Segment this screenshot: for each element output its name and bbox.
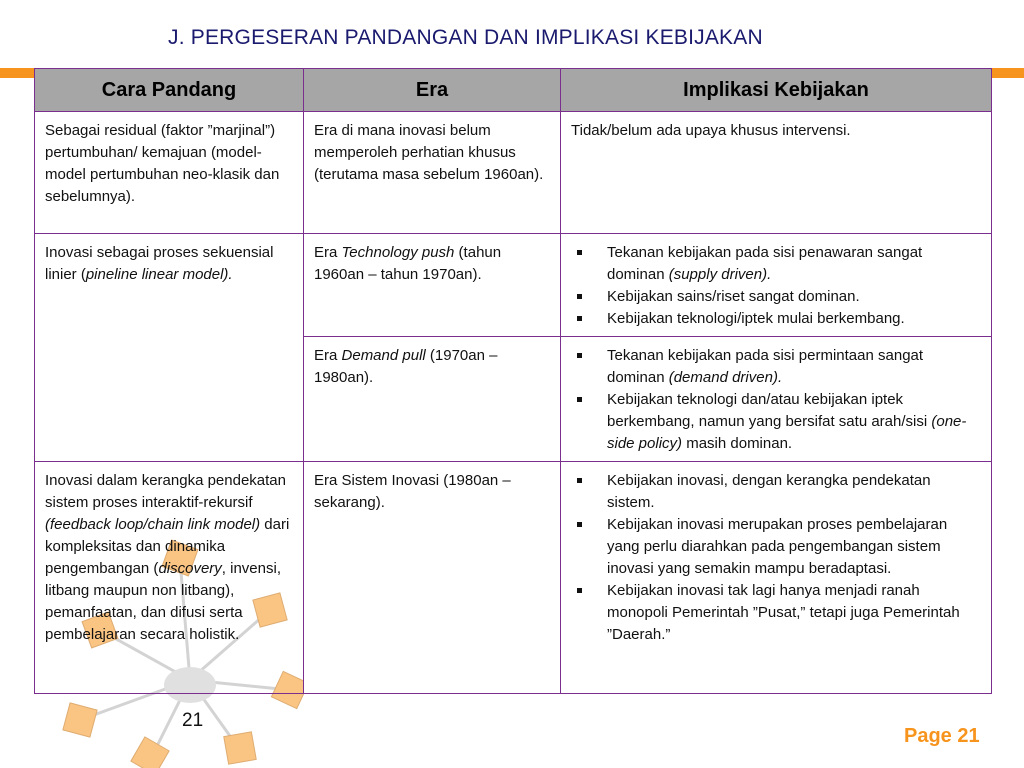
slide-title: J. PERGESERAN PANDANGAN DAN IMPLIKASI KEBIJAKAN <box>168 26 763 49</box>
bullet-icon <box>577 588 582 593</box>
bullet-list <box>571 470 981 646</box>
list-item: Kebijakan teknologi/iptek mulai berkembang. <box>571 308 981 330</box>
list-item: Kebijakan inovasi, dengan kerangka pendekatan sistem. <box>571 470 981 514</box>
list-item: Tekanan kebijakan pada sisi penawaran sangat dominan (supply driven). <box>571 242 981 286</box>
cell-implikasi <box>561 462 992 694</box>
list-item: Tekanan kebijakan pada sisi permintaan sangat dominan (demand driven). <box>571 345 981 389</box>
cell-cara-pandang: Inovasi sebagai proses sekuensial linier (pineline linear model). <box>35 234 304 462</box>
bullet-list <box>571 345 981 455</box>
slide-number: 21 <box>182 710 204 731</box>
cell-implikasi <box>561 337 992 462</box>
cell-cara-pandang: Inovasi dalam kerangka pendekatan sistem proses interaktif-rekursif (feedback loop/chain link model) dari kompleksitas dan dinamika pengembangan (discovery, invensi, litbang maupun non litbang), pemanfaatan, dan difusi serta pembelajaran secara holistik. <box>35 462 304 694</box>
cell-implikasi: Tidak/belum ada upaya khusus intervensi. <box>561 112 992 234</box>
table-row <box>35 462 992 694</box>
table-row <box>35 112 992 234</box>
header-cara-pandang: Cara Pandang <box>35 69 304 112</box>
cell-era: Era Demand pull (1970an – 1980an). <box>304 337 561 462</box>
cell-cara-pandang: Sebagai residual (faktor ”marjinal”) pertumbuhan/ kemajuan (model-model pertumbuhan neo-klasik dan sebelumnya). <box>35 112 304 234</box>
table-header-row <box>35 69 992 112</box>
bullet-icon <box>577 353 582 358</box>
header-implikasi: Implikasi Kebijakan <box>561 69 992 112</box>
list-item: Kebijakan sains/riset sangat dominan. <box>571 286 981 308</box>
cell-implikasi <box>561 234 992 337</box>
bullet-list <box>571 242 981 330</box>
bullet-icon <box>577 397 582 402</box>
bullet-icon <box>577 478 582 483</box>
cell-era: Era di mana inovasi belum memperoleh perhatian khusus (terutama masa sebelum 1960an). <box>304 112 561 234</box>
policy-table <box>34 68 992 694</box>
bullet-icon <box>577 522 582 527</box>
page-label: Page 21 <box>904 725 980 747</box>
list-item: Kebijakan inovasi tak lagi hanya menjadi ranah monopoli Pemerintah ”Pusat,” tetapi juga Pemerintah ”Daerah.” <box>571 580 981 646</box>
list-item: Kebijakan inovasi merupakan proses pembelajaran yang perlu diarahkan pada pengembangan sistem inovasi yang semakin mampu beradaptasi. <box>571 514 981 580</box>
table-row <box>35 234 992 337</box>
cell-era: Era Technology push (tahun 1960an – tahun 1970an). <box>304 234 561 337</box>
bullet-icon <box>577 316 582 321</box>
cell-era: Era Sistem Inovasi (1980an – sekarang). <box>304 462 561 694</box>
bullet-icon <box>577 250 582 255</box>
list-item: Kebijakan teknologi dan/atau kebijakan iptek berkembang, namun yang bersifat satu arah/sisi (one-side policy) masih dominan. <box>571 389 981 455</box>
header-era: Era <box>304 69 561 112</box>
bullet-icon <box>577 294 582 299</box>
